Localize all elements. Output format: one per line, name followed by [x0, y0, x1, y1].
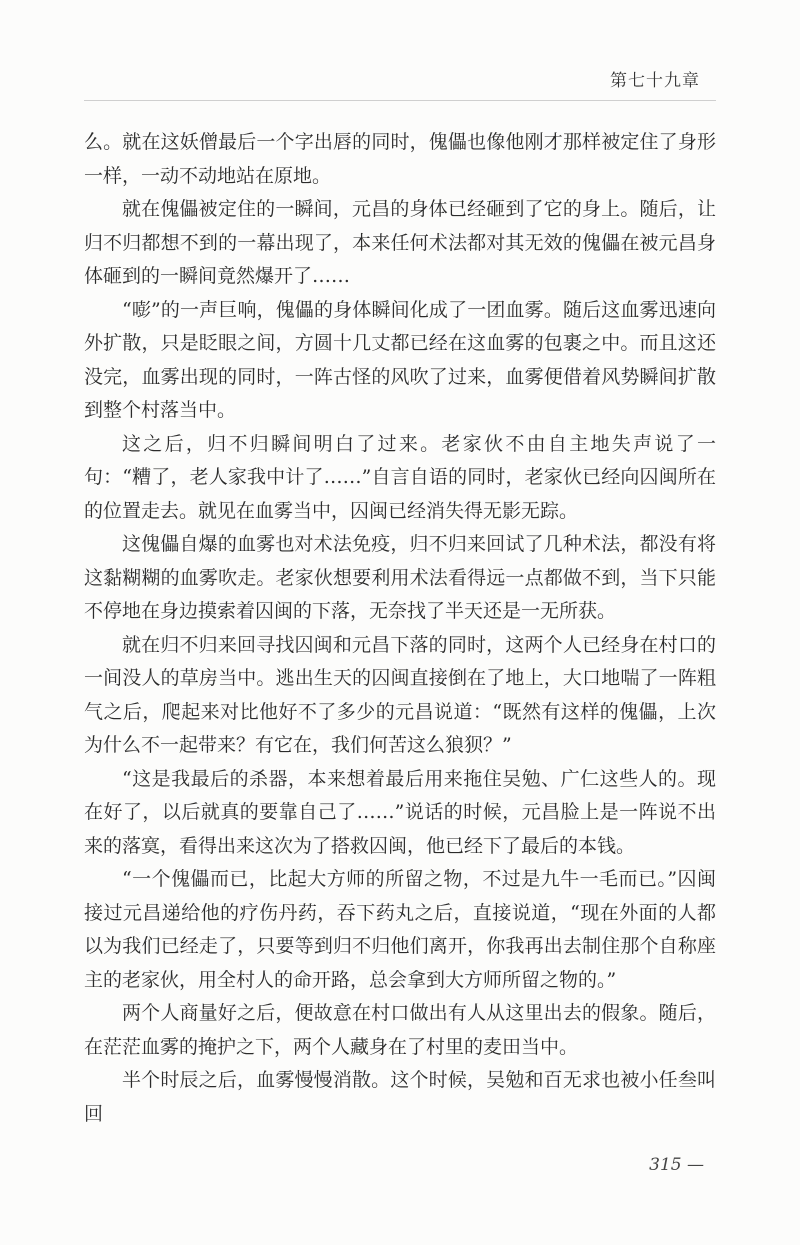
paragraph: 这傀儡自爆的血雾也对术法免疫，归不归来回试了几种术法，都没有将这黏糊糊的血雾吹走。老家伙想要利用术法看得远一点都做不到，当下只能不停地在身边摸索着囚闽的下落，无奈找了半天还是一无所获。 [84, 533, 716, 622]
paragraph: 半个时辰之后，血雾慢慢消散。这个时候，吴勉和百无求也被小任叁叫回 [84, 1069, 716, 1125]
paragraph: 就在归不归来回寻找囚闽和元昌下落的同时，这两个人已经身在村口的一间没人的草房当中。逃出生天的囚闽直接倒在了地上，大口地喘了一阵粗气之后，爬起来对比他好不了多少的元昌说道：“既然有这样的傀儡，上次为什么不一起带来？有它在，我们何苦这么狼狈？” [84, 633, 716, 756]
paragraph: “这是我最后的杀器，本来想着最后用来拖住吴勉、广仁这些人的。现在好了，以后就真的要靠自己了……”说话的时候，元昌脸上是一阵说不出来的落寞，看得出来这次为了搭救囚闽，他已经下了最后的本钱。 [84, 767, 716, 857]
paragraph: 这之后，归不归瞬间明白了过来。老家伙不由自主地失声说了一句：“糟了，老人家我中计了……”自言自语的同时，老家伙已经向囚闽所在的位置走去。就见在血雾当中，囚闽已经消失得无影无踪。 [84, 432, 716, 522]
chapter-title: 第七十九章 [610, 71, 700, 91]
paragraph: “嘭”的一声巨响，傀儡的身体瞬间化成了一团血雾。随后这血雾迅速向外扩散，只是眨眼之间，方圆十几丈都已经在这血雾的包裹之中。而且这还没完，血雾出现的同时，一阵古怪的风吹了过来，血雾便借着风势瞬间扩散到整个村落当中。 [84, 298, 716, 421]
paragraph: 两个人商量好之后，便故意在村口做出有人从这里出去的假象。随后，在茫茫血雾的掩护之下，两个人藏身在了村里的麦田当中。 [84, 1002, 716, 1058]
header-divider [84, 100, 716, 101]
page-body [84, 126, 716, 1131]
page-number: 315 — [649, 1155, 704, 1175]
paragraph: “一个傀儡而已，比起大方师的所留之物，不过是九牛一毛而已。”囚闽接过元昌递给他的疗伤丹药，吞下药丸之后，直接说道，“现在外面的人都以为我们已经走了，只要等到归不归他们离开，你我再出去制住那个自称座主的老家伙，用全村人的命开路，总会拿到大方师所留之物的。” [84, 868, 716, 991]
paragraph: 么。就在这妖僧最后一个字出唇的同时，傀儡也像他刚才那样被定住了身形一样，一动不动地站在原地。 [84, 131, 716, 187]
paragraph: 就在傀儡被定住的一瞬间，元昌的身体已经砸到了它的身上。随后，让归不归都想不到的一幕出现了，本来任何术法都对其无效的傀儡在被元昌身体砸到的一瞬间竟然爆开了…… [84, 198, 716, 287]
